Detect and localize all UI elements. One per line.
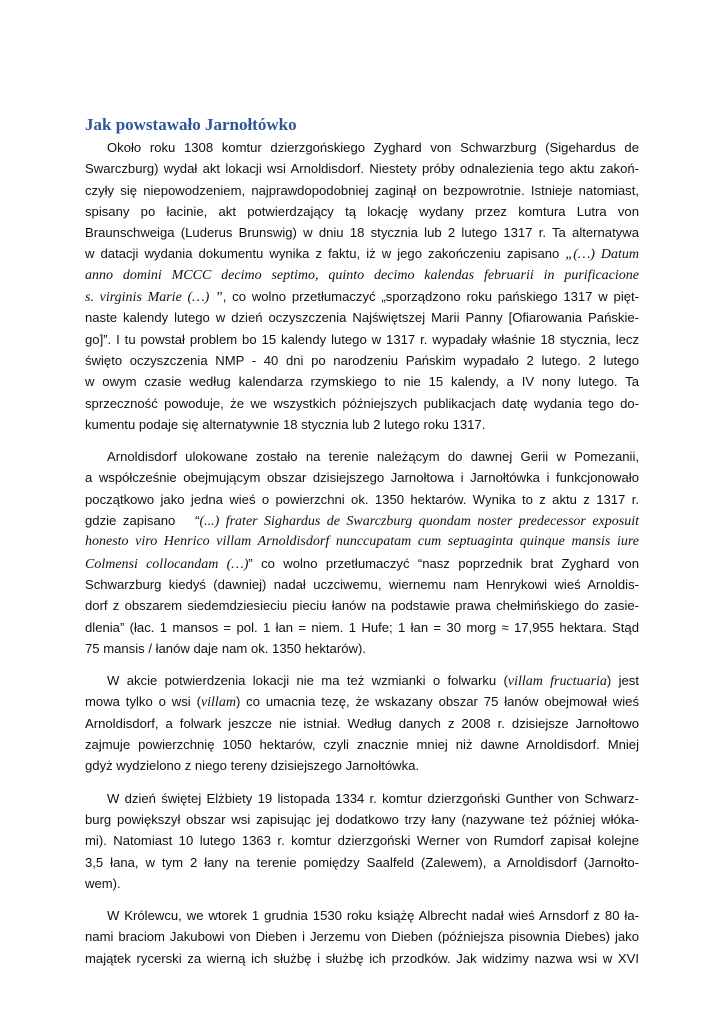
text-span: święto oczyszczenia NMP - 40 dni po narodzeniu Pańskim wypadało 2 lutego. 2 lutego [85,352,639,368]
text-span: mowa tylko o wsi ( [85,694,201,710]
text-span: w owym czasie według kalendarza rzymskiego to nie 15 kalendy, a IV nony lutego. Ta [85,374,639,390]
text-line [85,691,639,712]
text-span: gdzie zapisano “ [85,513,200,529]
text-span: , co wolno przetłumaczyć „sporządzono roku pańskiego 1317 w pięt- [222,289,640,305]
text-line [85,788,639,809]
text-span: w datacji wydania dokumentu wynika z faktu, iż w jego zakończeniu zapisano [85,246,566,262]
italic-latin-text: villam fructuaria [507,674,607,690]
text-span: Arnoldisdorf ulokowane zostało na terenie należącym do dawnej Gerii w Pomezanii, [107,449,639,465]
text-span: wem). [85,875,121,891]
text-line [85,446,639,467]
text-span: ” co wolno przetłumaczyć “nasz poprzednik brat Zyghard von [248,555,639,571]
text-line [85,531,639,552]
text-span: ) jest [606,673,639,689]
text-span: sprzeczność powoduje, że we wszystkich późniejszych publikacjach datę wydania tego do- [85,395,639,411]
text-span: Schwarzburg kiedyś (dawniej) nadał uczciwemu, wiernemu nam Henrykowi wieś Arnoldis- [85,576,639,592]
section-heading: Jak powstawało Jarnołtówko [85,115,297,134]
text-line [85,393,639,414]
text-line [85,243,639,264]
paragraph [85,670,639,776]
paragraph [85,905,639,969]
text-span: nami braciom Jakubowi von Dieben i Jerzemu von Dieben (późniejsza pisownia Diebes) jako [85,929,639,945]
text-span: zajmuje powierzchnię 1050 hektarów, czyli znacznie mniej niż dawne Arnoldisdorf. Mniej [85,737,639,753]
text-line [85,180,639,201]
text-line [85,809,639,830]
italic-latin-text: Colmensi collocandam (…) [85,556,249,572]
document-body [85,137,639,969]
text-line [85,595,639,616]
text-span: 75 mansis / łanów daje nam ok. 1350 hektarów). [85,640,366,656]
document-page [85,114,639,980]
text-line [85,265,639,286]
text-span: dlenia” (łac. 1 mansos = pol. 1 łan = niem. 1 Hufe; 1 łan = 30 morg ≈ 17,955 hektara. Stąd [85,619,639,635]
text-line [85,553,639,574]
text-line [85,638,639,659]
text-line [85,713,639,734]
text-line [85,414,639,435]
text-line [85,371,639,392]
text-span: Braunschweiga (Luderus Brunswig) w dniu 18 stycznia lub 2 lutego 1317 r. Ta alternatywa [85,225,639,241]
text-line [85,670,639,691]
text-span: mi). Natomiast 10 lutego 1363 r. komtur dzierzgoński Werner von Rumdorf zapisał kolejne [85,833,639,849]
text-line [85,350,639,371]
text-span: go]”. I tu powstał problem bo 15 kalendy lutego w 1317 r. wypadały właśnie 18 stycznia, lecz [85,331,639,347]
italic-latin-text: honesto viro Henrico villam Arnoldisdorf nunccupatam cum septuaginta quinque mansis iure [85,534,639,550]
italic-latin-text: (...) frater Sighardus de Swarczburg quondam noster predecessor exposuit [199,514,639,530]
text-span: gdyż wydzielono z niego tereny dzisiejszego Jarnołtówka. [85,758,420,774]
text-span: spisany po łacinie, akt potwierdzający tą lokację wydany przez komtura Lutra von [85,203,639,219]
text-span: ) co umacnia tezę, że wskazany obszar 75 łanów obejmował wieś [235,694,639,710]
text-span: W Królewcu, we wtorek 1 grudnia 1530 roku książę Albrecht nadał wieś Arnsdorf z 80 ła- [107,908,639,924]
text-line [85,329,639,350]
text-span: kumentu podaje się alternatywnie 18 stycznia lub 2 lutego roku 1317. [85,416,486,432]
text-span: a współcześnie obejmującym obszar dzisiejszego Jarnołtowa i Jarnołtówka i funkcjonowało [85,470,639,486]
text-line [85,873,639,894]
text-line [85,830,639,851]
paragraph [85,446,639,659]
text-span: naste kalendy lutego w dzień oczyszczenia Najświętszej Marii Panny [Ofiarowania Pańskie- [85,310,639,326]
text-line [85,926,639,947]
text-line [85,489,639,510]
paragraph [85,788,639,894]
italic-latin-text: s. virginis Marie (…) ” [85,290,223,306]
text-span: Arnoldisdorf, a folwark jeszcze nie istniał. Według danych z 2008 r. dzisiejsze Jarnołtowo [85,715,639,731]
text-line [85,948,639,969]
text-line [85,852,639,873]
text-span: początkowo jako jedna wieś o powierzchni ok. 1350 hektarów. Wynika to z aktu z 1317 r. [85,491,639,507]
text-line [85,137,639,158]
text-line [85,905,639,926]
text-span: Swarczburg) wydał akt lokacji wsi Arnoldisdorf. Niestety próby odnalezienia tego aktu zakoń- [85,161,639,177]
text-span: czyły się niepowodzeniem, najprawdopodobniej zaginął on bezpowrotnie. Istnieje natomiast, [85,182,639,198]
text-line [85,755,639,776]
text-line [85,222,639,243]
text-line [85,158,639,179]
text-span: dorf z obszarem siedemdziesieciu pieciu łanów na podstawie prawa chełmińskiego do zasie- [85,598,639,614]
text-span: majątek rycerski za wierną ich służbę i służbę ich przodków. Jak widzimy nazwa wsi w XVI [85,950,639,966]
text-line [85,617,639,638]
text-line [85,574,639,595]
text-line [85,467,639,488]
text-line [85,510,639,531]
text-span: burg powiększył obszar wsi zapisując jej dodatkowo trzy łany (nazywane też później włóka- [85,811,639,827]
italic-latin-text: anno domini MCCC decimo septimo, quinto decimo kalendas februarii in purificacione [85,267,639,283]
text-line [85,307,639,328]
text-line [85,734,639,755]
paragraph [85,137,639,435]
italic-latin-text: „(…) Datum [565,247,640,263]
text-span: 3,5 łana, w tym 2 łany na terenie pomiędzy Saalfeld (Zalewem), a Arnoldisdorf (Jarnołto- [85,854,639,870]
text-span: W akcie potwierdzenia lokacji nie ma też wzmianki o folwarku ( [107,673,508,689]
text-span: W dzień świętej Elżbiety 19 listopada 1334 r. komtur dzierzgoński Gunther von Schwarz- [107,790,639,806]
italic-latin-text: villam [200,695,236,711]
text-line [85,201,639,222]
text-line [85,286,639,307]
text-span: Około roku 1308 komtur dzierzgońskiego Zyghard von Schwarzburg (Sigehardus de [107,140,639,155]
